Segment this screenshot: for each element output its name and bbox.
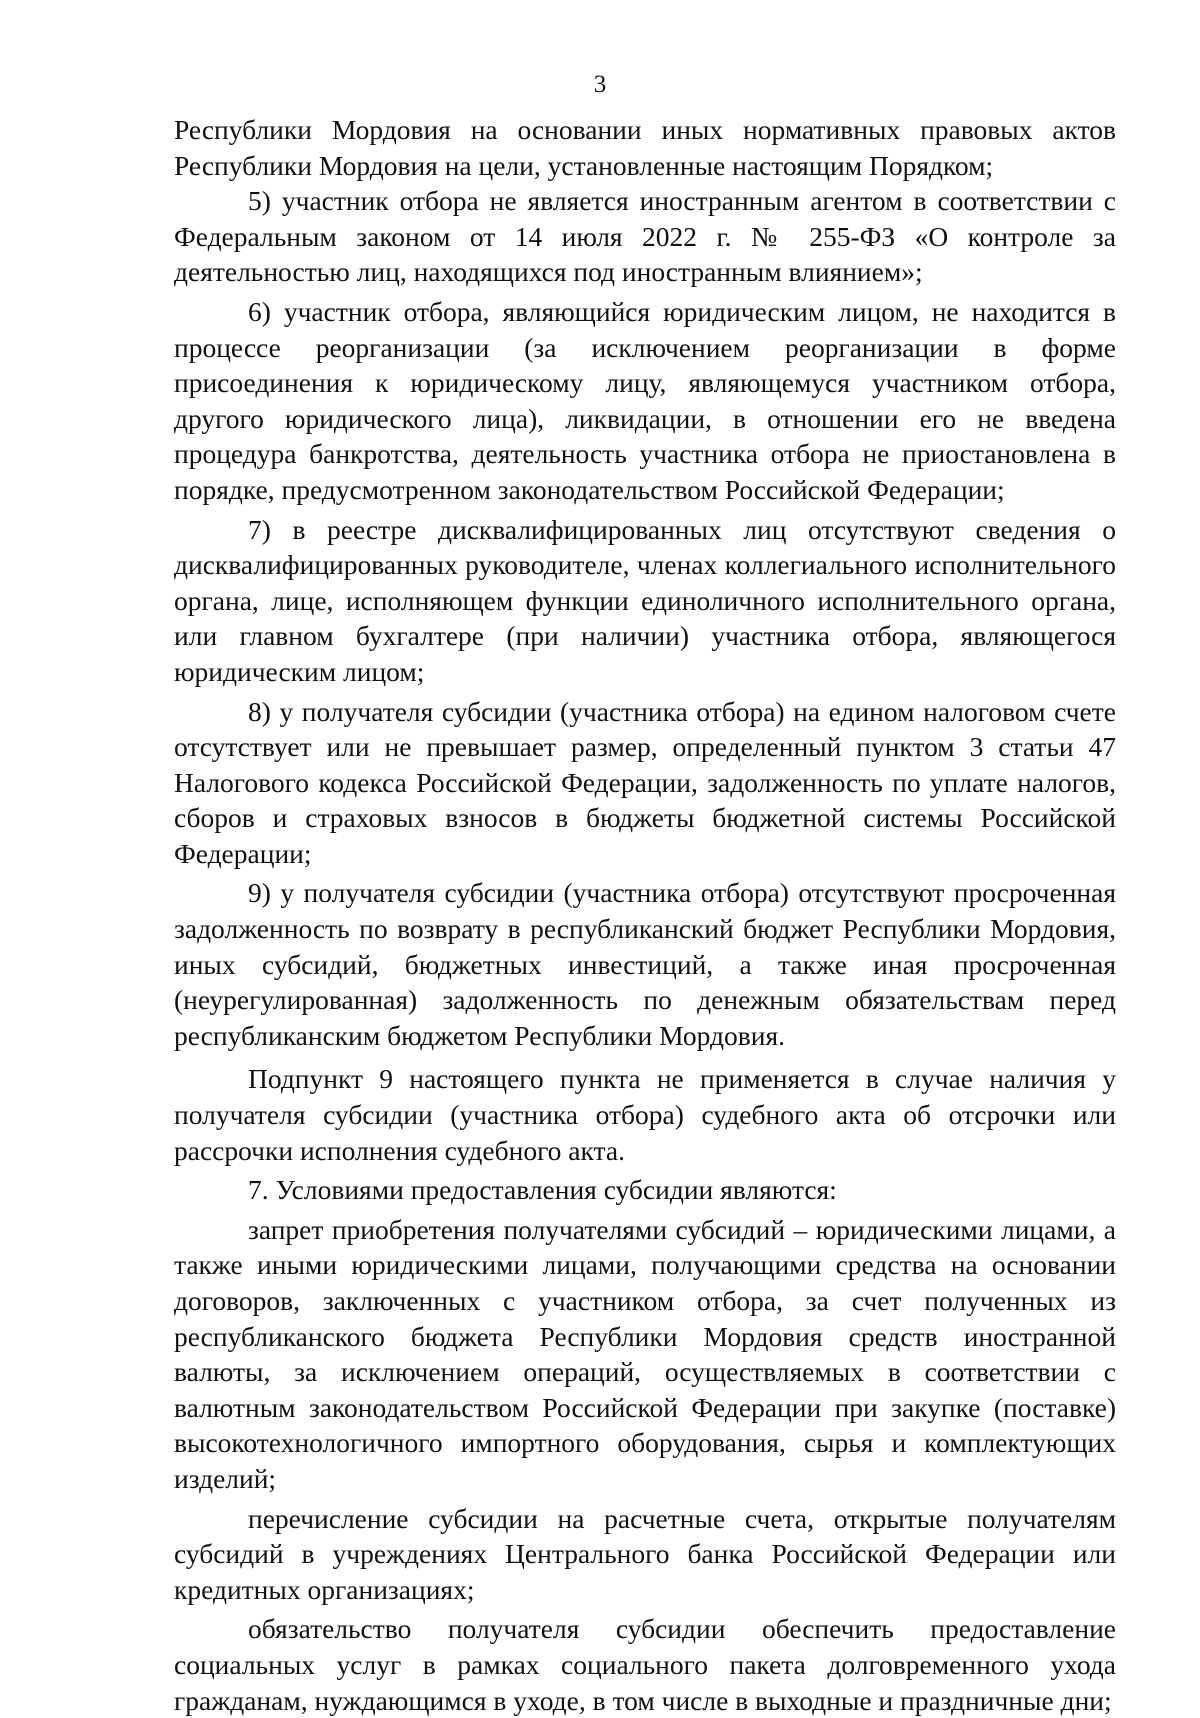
paragraph-item-9: 9) у получателя субсидии (участника отбора) отсутствуют просроченная задолженность по возврату в республиканский бюджет Республики Мордовия, иных субсидий, бюджетных инвестиций, а также иная просроченная (неурегулированная) задолженность по денежным обязательствам перед республиканским бюджетом Республики Мордовия.	[174, 877, 1116, 1051]
paragraph-continuation: Республики Мордовия на основании иных нормативных правовых актов Республики Мордовия на цели, установленные настоящим Порядком;	[174, 114, 1116, 181]
document-body	[174, 112, 1116, 1718]
paragraph-item-6: 6) участник отбора, являющийся юридическим лицом, не находится в процессе реорганизации (за исключением реорганизации в форме присоединения к юридическому лицу, являющемуся участником отбора, другого юридического лица), ликвидации, в отношении его не введена процедура банкротства, деятельность участника отбора не приостановлена в порядке, предусмотренном законодательством Российской Федерации;	[174, 295, 1116, 505]
paragraph-item-8: 8) у получателя субсидии (участника отбора) на едином налоговом счете отсутствует или не превышает размер, определенный пунктом 3 статьи 47 Налогового кодекса Российской Федерации, задолженность по уплате налогов, сборов и страховых взносов в бюджеты бюджетной системы Российской Федерации;	[174, 695, 1116, 869]
paragraph-subitem-9-exception: Подпункт 9 настоящего пункта не применяется в случае наличия у получателя субсидии (участника отбора) судебного акта об отсрочки или рассрочки исполнения судебного акта.	[174, 1063, 1116, 1166]
paragraph-condition-social-services: обязательство получателя субсидии обеспечить предоставление социальных услуг в рамках социального пакета долговременного ухода гражданам, нуждающимся в уходе, в том числе в выходные и праздничные дни;	[174, 1613, 1116, 1716]
page-number: 3	[593, 71, 607, 98]
paragraph-item-7: 7) в реестре дисквалифицированных лиц отсутствуют сведения о дисквалифицированных руководителе, членах коллегиального исполнительного органа, лице, исполняющем функции единоличного исполнительного органа, или главном бухгалтере (при наличии) участника отбора, являющегося юридическим лицом;	[174, 513, 1116, 687]
paragraph-condition-accounts: перечисление субсидии на расчетные счета, открытые получателям субсидий в учреждениях Центрального банка Российской Федерации или кредитных организациях;	[174, 1502, 1116, 1605]
paragraph-item-5: 5) участник отбора не является иностранным агентом в соответствии с Федеральным законом от 14 июля 2022 г. № 255-ФЗ «О контроле за деятельностью лиц, находящихся под иностранным влиянием»;	[174, 185, 1116, 288]
paragraph-section-7-heading: 7. Условиями предоставления субсидии являются:	[248, 1174, 837, 1206]
paragraph-condition-currency: запрет приобретения получателями субсидий – юридическими лицами, а также иными юридическими лицами, получающими средства на основании договоров, заключенных с участником отбора, за счет полученных из республиканского бюджета Республики Мордовия средств иностранной валюты, за исключением операций, осуществляемых в соответствии с валютным законодательством Российской Федерации при закупке (поставке) высокотехнологичного импортного оборудования, сырья и комплектующих изделий;	[174, 1213, 1116, 1494]
